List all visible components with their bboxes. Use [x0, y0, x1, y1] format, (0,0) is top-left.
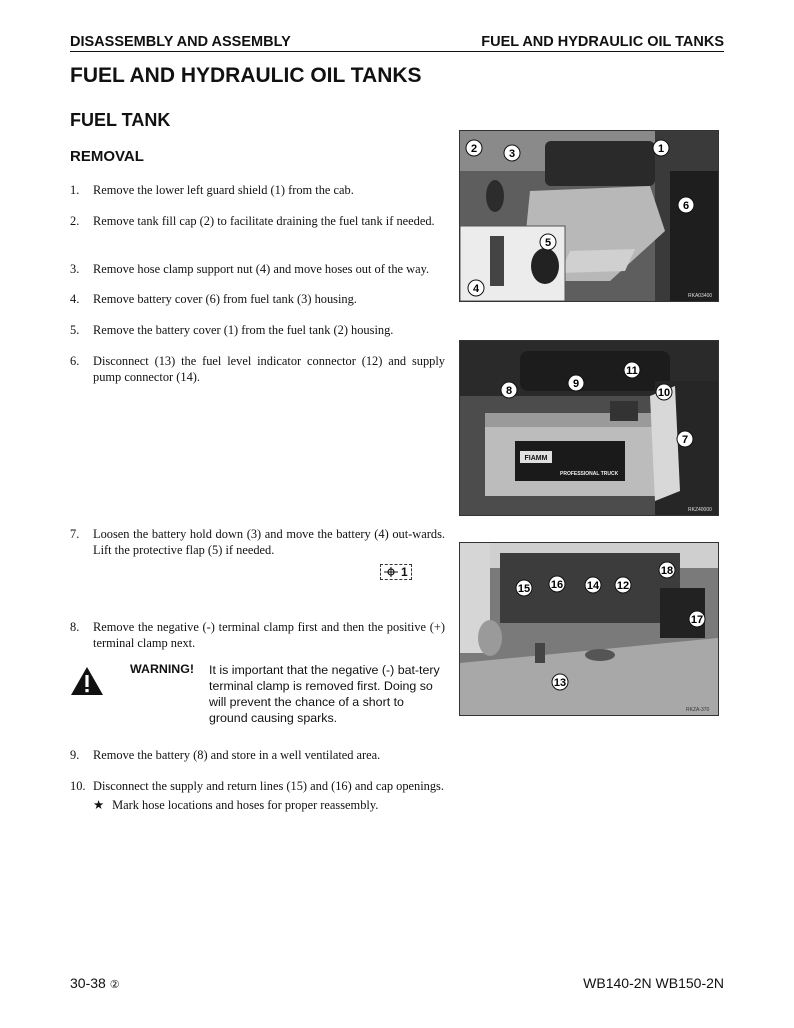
revision-mark: ②: [109, 979, 120, 991]
step-text: Remove hose clamp support nut (4) and move hoses out of the way.: [93, 262, 430, 276]
step-number: 7.: [70, 527, 80, 541]
step-number: 10.: [70, 779, 86, 793]
callout-label: 11: [626, 365, 638, 377]
step-text: Remove tank fill cap (2) to facilitate draining the fuel tank if needed.: [93, 214, 435, 228]
callout-label: 16: [550, 579, 564, 591]
callout-label: 4: [472, 283, 480, 295]
note-text: Mark hose locations and hoses for proper reassembly.: [112, 798, 379, 812]
callout-label: 9: [572, 378, 580, 390]
callout-label: 17: [690, 614, 704, 626]
callout-label: 18: [660, 565, 674, 577]
note: [93, 797, 378, 813]
subsection-title: REMOVAL: [70, 148, 144, 165]
step-2: [70, 213, 445, 229]
step-1: [70, 182, 445, 198]
step-number: 9.: [70, 748, 80, 762]
model-numbers: WB140-2N WB150-2N: [583, 975, 724, 991]
callout-label: 13: [553, 677, 567, 689]
step-text: Remove the battery (8) and store in a well ventilated area.: [93, 748, 381, 762]
callout-label: 2: [470, 143, 478, 155]
tool-icon: [384, 567, 398, 577]
step-9: [70, 747, 445, 763]
step-number: 2.: [70, 214, 80, 228]
callout-label: 12: [616, 580, 630, 592]
step-6: [70, 353, 445, 385]
callout-label: 3: [508, 148, 516, 160]
step-text: Remove battery cover (6) from fuel tank (3) housing.: [93, 292, 357, 306]
step-text: Remove the battery cover (1) from the fuel tank (2) housing.: [93, 323, 394, 337]
step-number: 3.: [70, 262, 80, 276]
figure-code: RKZA-370: [686, 707, 710, 713]
figure-code: RKA03400: [688, 293, 713, 299]
step-number: 4.: [70, 292, 80, 306]
warning-triangle-icon: [70, 666, 104, 696]
callout-label: 10: [657, 387, 671, 399]
header-right: FUEL AND HYDRAULIC OIL TANKS: [481, 34, 724, 50]
figure-1-photo: [459, 130, 719, 302]
figure-code: RKZ40000: [688, 507, 712, 513]
warning-text: It is important that the negative (-) bat-tery terminal clamp is removed first. Doing so will prevent the chance of a short to ground causing sparks.: [209, 663, 440, 725]
step-text: Disconnect the supply and return lines (15) and (16) and cap openings.: [93, 779, 444, 793]
callout-label: 7: [681, 434, 689, 446]
tool-reference: [380, 564, 412, 580]
battery-brand: FIAMM: [524, 455, 548, 462]
header-left: DISASSEMBLY AND ASSEMBLY: [70, 34, 291, 50]
callout-label: 15: [517, 583, 531, 595]
step-number: 6.: [70, 354, 80, 368]
step-text: Remove the lower left guard shield (1) from the cab.: [93, 183, 354, 197]
step-5: [70, 322, 445, 338]
step-10: [70, 778, 470, 794]
header-rule: [70, 51, 724, 52]
step-text: Disconnect (13) the fuel level indicator connector (12) and supply pump connector (14).: [93, 354, 445, 384]
figure-2-photo: [459, 340, 719, 516]
warning-block: [70, 660, 450, 728]
step-number: 1.: [70, 183, 80, 197]
step-4: [70, 291, 445, 307]
step-text: Remove the negative (-) terminal clamp first and then the positive (+) terminal clamp next.: [93, 620, 445, 650]
callout-label: 8: [505, 385, 513, 397]
tool-box: [380, 564, 412, 580]
step-number: 8.: [70, 620, 80, 634]
callout-label: 6: [682, 200, 690, 212]
step-8: [70, 619, 445, 651]
page-number-text: 30-38: [70, 975, 106, 991]
step-3: [70, 261, 445, 277]
warning-label: WARNING!: [130, 662, 195, 676]
callout-label: 1: [657, 143, 665, 155]
step-text: Loosen the battery hold down (3) and move the battery (4) out-wards. Lift the protective flap (5) if needed.: [93, 527, 445, 557]
step-7: [70, 526, 445, 558]
callout-label: 14: [586, 580, 600, 592]
callout-label: 5: [544, 237, 552, 249]
star-icon: ★: [93, 798, 105, 812]
step-number: 5.: [70, 323, 80, 337]
page-number: [70, 975, 120, 991]
tool-number: 1: [401, 565, 408, 579]
page-title: FUEL AND HYDRAULIC OIL TANKS: [70, 64, 422, 87]
section-title: FUEL TANK: [70, 110, 171, 130]
battery-subtitle: PROFESSIONAL TRUCK: [560, 471, 619, 477]
figure-3-photo: [459, 542, 719, 716]
